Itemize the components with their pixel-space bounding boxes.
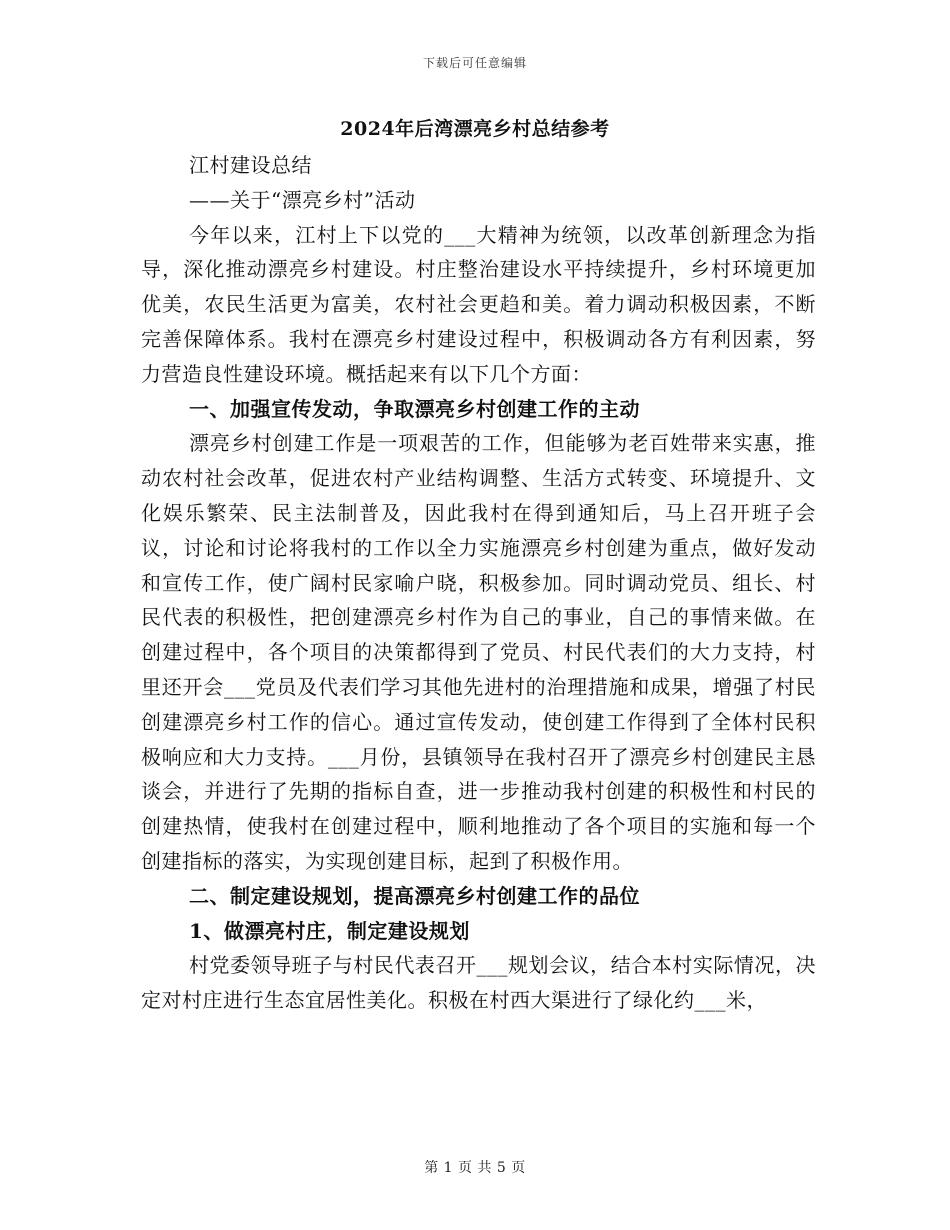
section-heading-2: 二、制定建设规划，提高漂亮乡村创建工作的品位 [189, 883, 640, 908]
document-title: 2024年后湾漂亮乡村总结参考 [340, 118, 610, 140]
subsection-2-1-paragraph: 村党委领导班子与村民代表召开___规划会议，结合本村实际情况，决定对村庄进行生态宜居性美化。积极在村西大渠进行了绿化约___米， [141, 953, 816, 1013]
subtitle-activity-line: ——关于“漂亮乡村”活动 [189, 187, 416, 212]
subtitle-line: 江村建设总结 [189, 153, 312, 177]
page-number-footer: 第 1 页 共 5 页 [424, 1160, 526, 1176]
document-body [141, 148, 816, 1018]
section-1-paragraph: 漂亮乡村创建工作是一项艰苦的工作，但能够为老百姓带来实惠，推动农村社会改革，促进农村产业结构调整、生活方式转变、环境提升、文化娱乐繁荣、民主法制普及，因此我村在得到通知后，马上召开班子会议，讨论和讨论将我村的工作以全力实施漂亮乡村创建为重点，做好发动和宣传工作，使广阔村民家喻户晓，积极参加。同时调动党员、组长、村民代表的积极性，把创建漂亮乡村作为自己的事业，自己的事情来做。在创建过程中，各个项目的决策都得到了党员、村民代表们的大力支持，村里还开会___党员及代表们学习其他先进村的治理措施和成果，增强了村民创建漂亮乡村工作的信心。通过宣传发动，使创建工作得到了全体村民积极响应和大力支持。___月份，县镇领导在我村召开了漂亮乡村创建民主恳谈会，并进行了先期的指标自查，进一步推动我村创建的积极性和村民的创建热情，使我村在创建过程中，顺利地推动了各个项目的实施和每一个创建指标的落实，为实现创建目标，起到了积极作用。 [141, 431, 816, 873]
section-heading-1: 一、加强宣传发动，争取漂亮乡村创建工作的主动 [189, 396, 640, 421]
header-note: 下载后可任意编辑 [422, 56, 527, 70]
intro-paragraph: 今年以来，江村上下以党的___大精神为统领，以改革创新理念为指导，深化推动漂亮乡村建设。村庄整治建设水平持续提升，乡村环境更加优美，农民生活更为富美，农村社会更趋和美。着力调动积极因素，不断完善保障体系。我村在漂亮乡村建设过程中，积极调动各方有利因素，努力营造良性建设环境。概括起来有以下几个方面： [141, 222, 816, 386]
subsection-heading-2-1: 1、做漂亮村庄，制定建设规划 [189, 918, 470, 943]
